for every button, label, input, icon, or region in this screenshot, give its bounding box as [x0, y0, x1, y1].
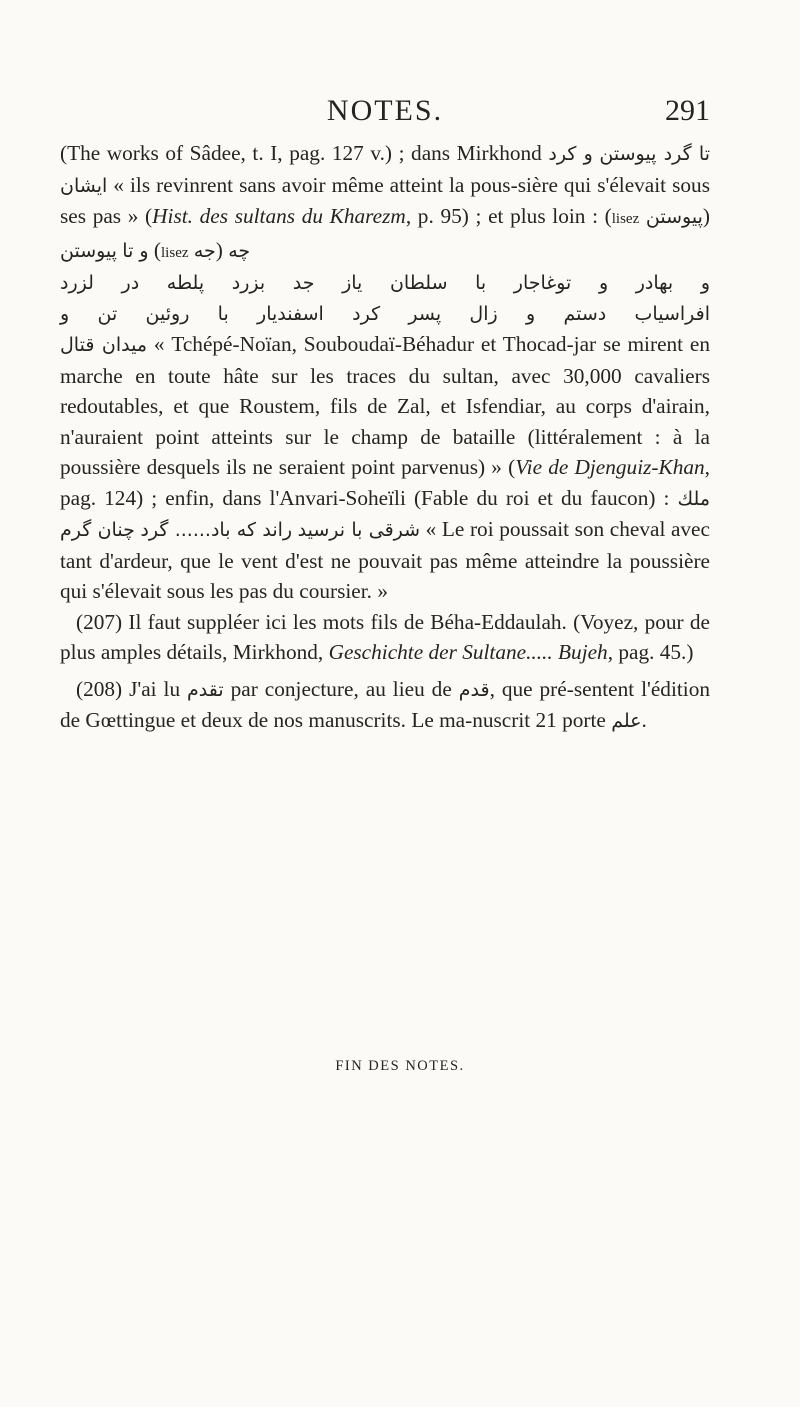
text: (208) J'ai lu: [76, 676, 188, 701]
arabic-text: جه: [193, 239, 216, 262]
arabic-text: پيوستن: [645, 206, 703, 228]
arabic-text: چه: [228, 239, 251, 262]
text: « ils revinrent sans avoir même atteint la pous-sière qui s'élevait sous ses pas » (: [60, 172, 710, 228]
arabic-line: و بهادر و توغاجار با سلطان ياز جد بزرد پلطه در لزرد: [60, 272, 710, 294]
page-header: [60, 92, 710, 132]
arabic-text: تا گرد پيوستن ايشان: [60, 143, 710, 197]
arabic-text: شرقی با نرسيد: [297, 519, 421, 541]
book-title: Hist. des sultans du Kharezm: [152, 204, 406, 228]
arabic-text: راند که باد...... گرد: [140, 519, 293, 541]
text: (207) Il faut suppléer ici les mots fils de Béha-Eddaulah. (Voyez, pour de plus amples détails, Mirkhond,: [60, 609, 710, 664]
note-paragraph-1: [60, 138, 710, 607]
book-title: Geschichte der Sultane..... Bujeh: [328, 640, 608, 664]
text: par conjecture, au lieu de: [223, 676, 459, 701]
arabic-text: قدم: [458, 678, 490, 701]
text: .: [641, 708, 647, 732]
text: ): [702, 204, 710, 228]
book-title: Vie de Djenguiz-Khan: [515, 455, 705, 479]
end-of-notes: FIN DES NOTES.: [335, 1058, 465, 1074]
note-paragraph-207: [60, 607, 710, 668]
arabic-text: ملك چنان گرم: [60, 487, 710, 541]
text: (: [148, 237, 162, 262]
note-paragraph-208: [60, 674, 710, 737]
text: (The works of Sâdee, t. I, pag. 127 v.) ; dans Mirkhond: [60, 141, 549, 165]
arabic-text: علم: [611, 710, 642, 732]
arabic-line: افراسياب دستم و زال پسر كرد اسفنديار با روئين تن و: [60, 302, 710, 325]
text: , que pré-sentent l'édition de Gœttingue et deux de nos manuscrits. Le ma-nuscrit 21 porte: [60, 676, 710, 732]
text: « Le roi poussait son cheval avec tant d'ardeur, que le vent d'est ne pouvait pas même atteindre la poussière qui s'élevait sous les pas du coursier. »: [60, 517, 710, 603]
text: « Tchépé-Noïan, Souboudaï-Béhadur et Thocad-jar se mirent en marche en toute hâte sur les traces du sultan, avec 30,000 cavaliers redoutables, et que Roustem, fils de Zal, et Isfendiar, au corps d'airain, n'auraient point atteints sur le champ de bataille (littéralement : à la poussière desquels ils ne seraient point parvenus) » (: [60, 332, 710, 479]
lisez-label: lisez: [611, 211, 640, 227]
notes-body: [60, 138, 710, 737]
arabic-text: ميدان قتال: [60, 334, 148, 356]
arabic-text: تقدم: [187, 678, 224, 701]
text: , pag. 45.): [607, 640, 694, 664]
text: , pag. 124) ; enfin, dans l'Anvari-Soheïli (Fable du roi et du faucon) :: [60, 455, 710, 510]
text: , p. 95) ; et plus loin : (: [405, 204, 612, 228]
page-number: 291: [665, 94, 710, 127]
arabic-text: پيوستن: [60, 239, 117, 262]
running-head: NOTES.: [326, 94, 444, 127]
text: ): [215, 237, 229, 262]
arabic-text: و کرد: [548, 143, 593, 165]
lisez-label: lisez: [161, 244, 189, 261]
arabic-text: و تا: [122, 239, 149, 262]
